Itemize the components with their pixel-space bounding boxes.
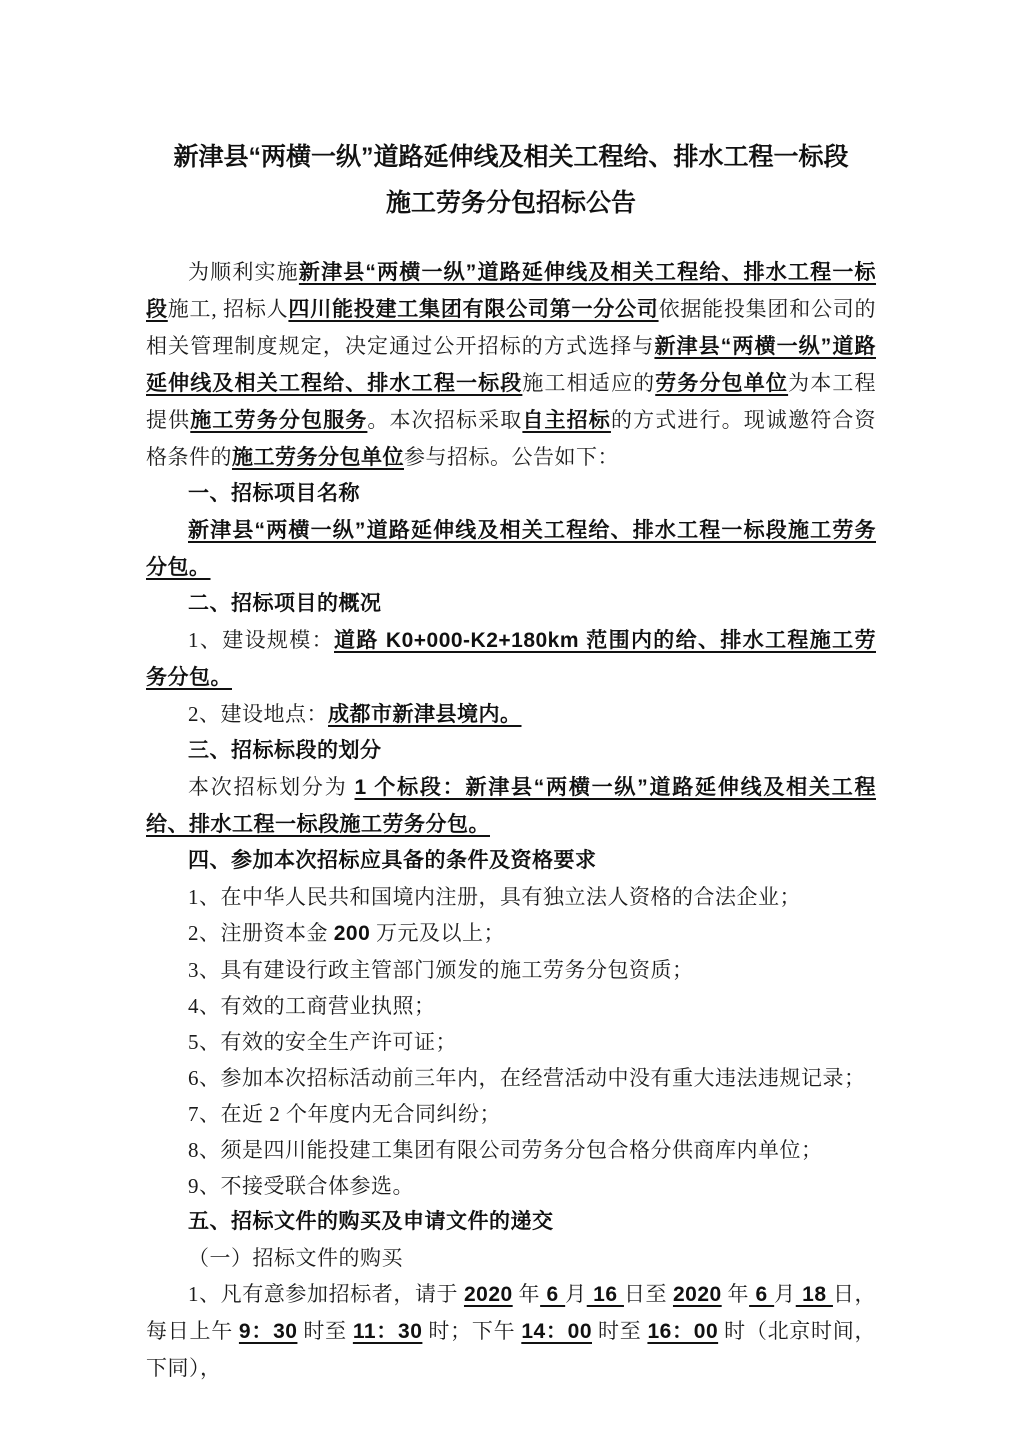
text-segment: 1、在中华人民共和国境内注册，具有独立法人资格的合法企业；: [188, 885, 801, 909]
construction-scale-item: [146, 622, 876, 696]
document-body: [146, 254, 876, 1386]
text-segment: 月: [565, 1282, 587, 1306]
text-segment: 新津县“两横一纵”道路延伸线及相关工程给、排水工程一标段: [146, 261, 877, 321]
subheading-document-purchase: [146, 1240, 876, 1276]
text-segment: 1 个标段：新津县“两横一纵”道路延伸线及相关工程给、排水工程一标段施工劳务分包。: [146, 776, 877, 836]
text-segment: 日至: [623, 1282, 673, 1306]
text-segment: 11：30: [352, 1320, 423, 1343]
text-segment: 16: [586, 1283, 624, 1306]
text-segment: 7、在近 2 个年度内无合同纠纷；: [188, 1102, 501, 1126]
text-segment: 时（北京时间，下同），: [146, 1319, 877, 1380]
text-segment: 年: [721, 1282, 750, 1306]
heading-section-1-project-name: [146, 476, 876, 512]
text-segment: 为顺利实施: [188, 260, 299, 284]
text-segment: 一、招标项目名称: [188, 482, 360, 505]
text-segment: 月: [774, 1282, 796, 1306]
text-segment: 施工劳务分包服务: [190, 409, 368, 432]
text-segment: 3、具有建设行政主管部门颁发的施工劳务分包资质；: [188, 958, 694, 982]
text-segment: 施工, 招标人: [167, 297, 289, 321]
text-segment: 道路 K0+000-K2+180km 范围内的给、排水工程施工劳务分包。: [146, 629, 876, 689]
text-segment: 2、建设地点：: [188, 702, 328, 726]
heading-section-4-qualification-requirements: [146, 843, 876, 879]
text-segment: 为本工程提供: [146, 371, 876, 432]
text-segment: 16：00: [647, 1320, 719, 1343]
text-segment: 。本次招标采取: [367, 408, 523, 432]
requirement-item-2: [146, 915, 876, 952]
text-segment: 8、须是四川能投建工集团有限公司劳务分包合格分供商库内单位；: [188, 1138, 823, 1162]
bid-sections-paragraph: [146, 769, 876, 843]
text-segment: 时；下午: [422, 1319, 522, 1343]
text-segment: （一）招标文件的购买: [188, 1246, 403, 1270]
requirement-item-6: [146, 1060, 876, 1096]
text-segment: 的方式进行。现诚邀符合资格条件的: [146, 408, 876, 469]
document-title-line-2: 施工劳务分包招标公告: [385, 189, 636, 217]
text-segment: 6: [749, 1283, 775, 1306]
requirement-item-8: [146, 1132, 876, 1168]
text-segment: 9：30: [238, 1320, 298, 1343]
text-segment: 时至: [592, 1319, 648, 1343]
text-segment: 14：00: [521, 1320, 592, 1343]
text-segment: 万元及以上；: [370, 921, 506, 945]
text-segment: 本次招标划分为: [188, 775, 355, 799]
project-name-paragraph: [146, 512, 876, 586]
text-segment: 时至: [297, 1319, 353, 1343]
text-segment: 新津县“两横一纵”道路延伸线及相关工程给、排水工程一标段: [146, 335, 876, 395]
text-segment: 1、凡有意参加招标者，请于: [188, 1282, 464, 1306]
text-segment: 9、不接受联合体参选。: [188, 1174, 414, 1198]
requirement-item-1: [146, 879, 876, 915]
text-segment: 自主招标: [522, 409, 611, 432]
text-segment: 1、建设规模：: [188, 628, 334, 652]
text-segment: 6: [540, 1283, 566, 1306]
text-segment: 二、招标项目的概况: [188, 592, 382, 615]
requirement-item-7: [146, 1096, 876, 1132]
requirement-item-9: [146, 1168, 876, 1204]
text-segment: 施工相适应的: [522, 371, 656, 395]
text-segment: 18: [795, 1283, 833, 1306]
text-segment: 四、参加本次招标应具备的条件及资格要求: [188, 849, 597, 872]
text-segment: 年: [512, 1282, 541, 1306]
text-segment: 5、有效的安全生产许可证；: [188, 1030, 457, 1054]
heading-section-3-bid-sections: [146, 733, 876, 769]
requirement-item-3: [146, 952, 876, 988]
text-segment: 4、有效的工商营业执照；: [188, 994, 436, 1018]
text-segment: 新津县“两横一纵”道路延伸线及相关工程给、排水工程一标段施工劳务分包。: [146, 519, 876, 579]
text-segment: 四川能投建工集团有限公司第一分公司: [288, 298, 659, 321]
text-segment: 日，每日上午: [146, 1282, 877, 1343]
purchase-time-paragraph: [146, 1276, 876, 1386]
text-segment: 6、参加本次招标活动前三年内，在经营活动中没有重大违法违规记录；: [188, 1066, 866, 1090]
text-segment: 2020: [672, 1283, 722, 1306]
intro-paragraph: [146, 254, 876, 476]
text-segment: 200: [333, 922, 371, 945]
heading-section-2-project-overview: [146, 586, 876, 622]
text-segment: 三、招标标段的划分: [188, 739, 382, 762]
heading-section-5-document-purchase: [146, 1204, 876, 1240]
document-title-line-1: 新津县“两横一纵”道路延伸线及相关工程给、排水工程一标段: [173, 143, 849, 171]
text-segment: 依据能投集团和公司的相关管理制度规定，决定通过公开招标的方式选择与: [146, 297, 877, 358]
text-segment: 2020: [463, 1283, 513, 1306]
requirement-item-5: [146, 1024, 876, 1060]
text-segment: 劳务分包单位: [655, 372, 789, 395]
text-segment: 参与招标。公告如下：: [404, 445, 619, 469]
document-title: [146, 134, 876, 226]
text-segment: 成都市新津县境内。: [328, 703, 522, 726]
text-segment: 施工劳务分包单位: [232, 446, 404, 469]
text-segment: 五、招标文件的购买及申请文件的递交: [188, 1210, 554, 1233]
construction-location-item: [146, 696, 876, 733]
text-segment: 2、注册资本金: [188, 921, 334, 945]
requirement-item-4: [146, 988, 876, 1024]
